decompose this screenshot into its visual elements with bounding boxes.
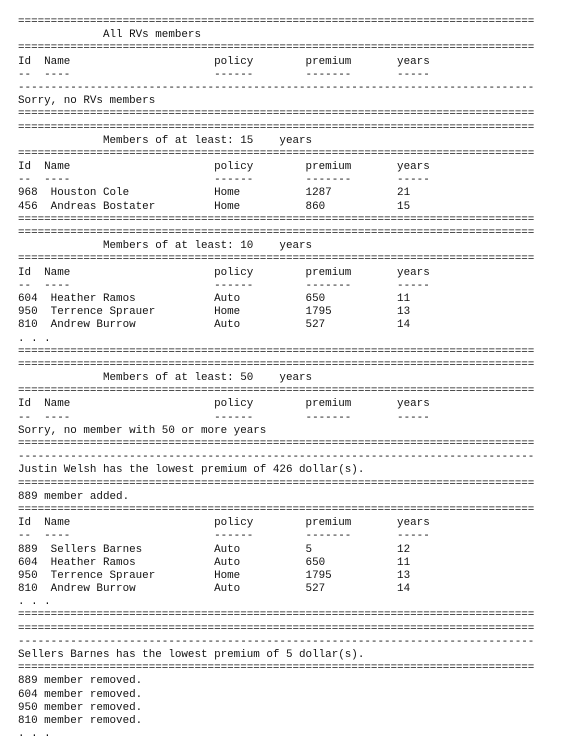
console-line: Id Name policy premium years	[18, 55, 430, 68]
console-line: ===============================================================================	[18, 42, 535, 55]
console-line: 456 Andreas Bostater Home 860 15	[18, 200, 411, 213]
console-line: -- ---- ------ ------- -----	[18, 530, 430, 543]
console-line: . . .	[18, 728, 51, 741]
console-line: Id Name policy premium years	[18, 517, 430, 530]
console-line: 950 Terrence Sprauer Home 1795 13	[18, 569, 411, 582]
console-line: -------------------------------------------------------------------------------	[18, 81, 535, 94]
console-line: Sellers Barnes has the lowest premium of 5 dollar(s).	[18, 649, 365, 661]
console-line: 950 member removed.	[18, 701, 143, 714]
console-line: ===============================================================================	[18, 213, 535, 226]
console-line: -- ---- ------ ------- -----	[18, 411, 430, 424]
console-line: Id Name policy premium years	[18, 266, 430, 279]
console-line: 889 Sellers Barnes Auto 5 12	[18, 543, 411, 556]
console-line: ===============================================================================	[18, 503, 535, 516]
console-line: ===============================================================================	[18, 227, 535, 239]
console-line: ===============================================================================	[18, 622, 535, 635]
console-line: . . .	[18, 332, 51, 345]
console-line: All RVs members	[18, 29, 201, 42]
console-line: 810 Andrew Burrow Auto 527 14	[18, 583, 411, 596]
console-line: Id Name policy premium years	[18, 398, 430, 411]
console-line: Sorry, no member with 50 or more years	[18, 424, 267, 437]
console-line: ===============================================================================	[18, 358, 535, 371]
console-line: ===============================================================================	[18, 609, 535, 622]
console-line: ===============================================================================	[18, 147, 535, 160]
console-line: ===============================================================================	[18, 662, 535, 675]
console-line: -- ---- ------ ------- -----	[18, 68, 430, 81]
console-line: Members of at least: 50 years	[18, 372, 313, 385]
console-line: 889 member added.	[18, 490, 130, 503]
console-line: ===============================================================================	[18, 253, 535, 266]
console-line: -- ---- ------ ------- -----	[18, 279, 430, 292]
console-line: 810 Andrew Burrow Auto 527 14	[18, 319, 411, 332]
console-line: 889 member removed.	[18, 675, 143, 688]
console-line: . . .	[18, 596, 51, 609]
console-output	[18, 16, 534, 741]
console-line: Sorry, no RVs members	[18, 95, 156, 108]
console-line: ===============================================================================	[18, 438, 535, 450]
console-line: 810 member removed.	[18, 714, 143, 727]
console-line: ===============================================================================	[18, 16, 535, 28]
console-line: ===============================================================================	[18, 345, 535, 358]
console-line: ===============================================================================	[18, 477, 535, 490]
console-line: Justin Welsh has the lowest premium of 426 dollar(s).	[18, 464, 365, 477]
console-line: 604 member removed.	[18, 688, 143, 701]
console-line: ===============================================================================	[18, 108, 535, 121]
console-line: -------------------------------------------------------------------------------	[18, 451, 535, 464]
console-line: Members of at least: 10 years	[18, 240, 313, 253]
console-line: 950 Terrence Sprauer Home 1795 13	[18, 306, 411, 319]
console-line: Members of at least: 15 years	[18, 134, 313, 147]
console-line: 604 Heather Ramos Auto 650 11	[18, 292, 411, 305]
console-line: ===============================================================================	[18, 385, 535, 398]
console-line: 968 Houston Cole Home 1287 21	[18, 187, 411, 200]
console-line: 604 Heather Ramos Auto 650 11	[18, 556, 411, 569]
console-line: -------------------------------------------------------------------------------	[18, 635, 535, 648]
console-line: Id Name policy premium years	[18, 161, 430, 174]
console-line: ===============================================================================	[18, 121, 535, 134]
console-line: -- ---- ------ ------- -----	[18, 174, 430, 187]
